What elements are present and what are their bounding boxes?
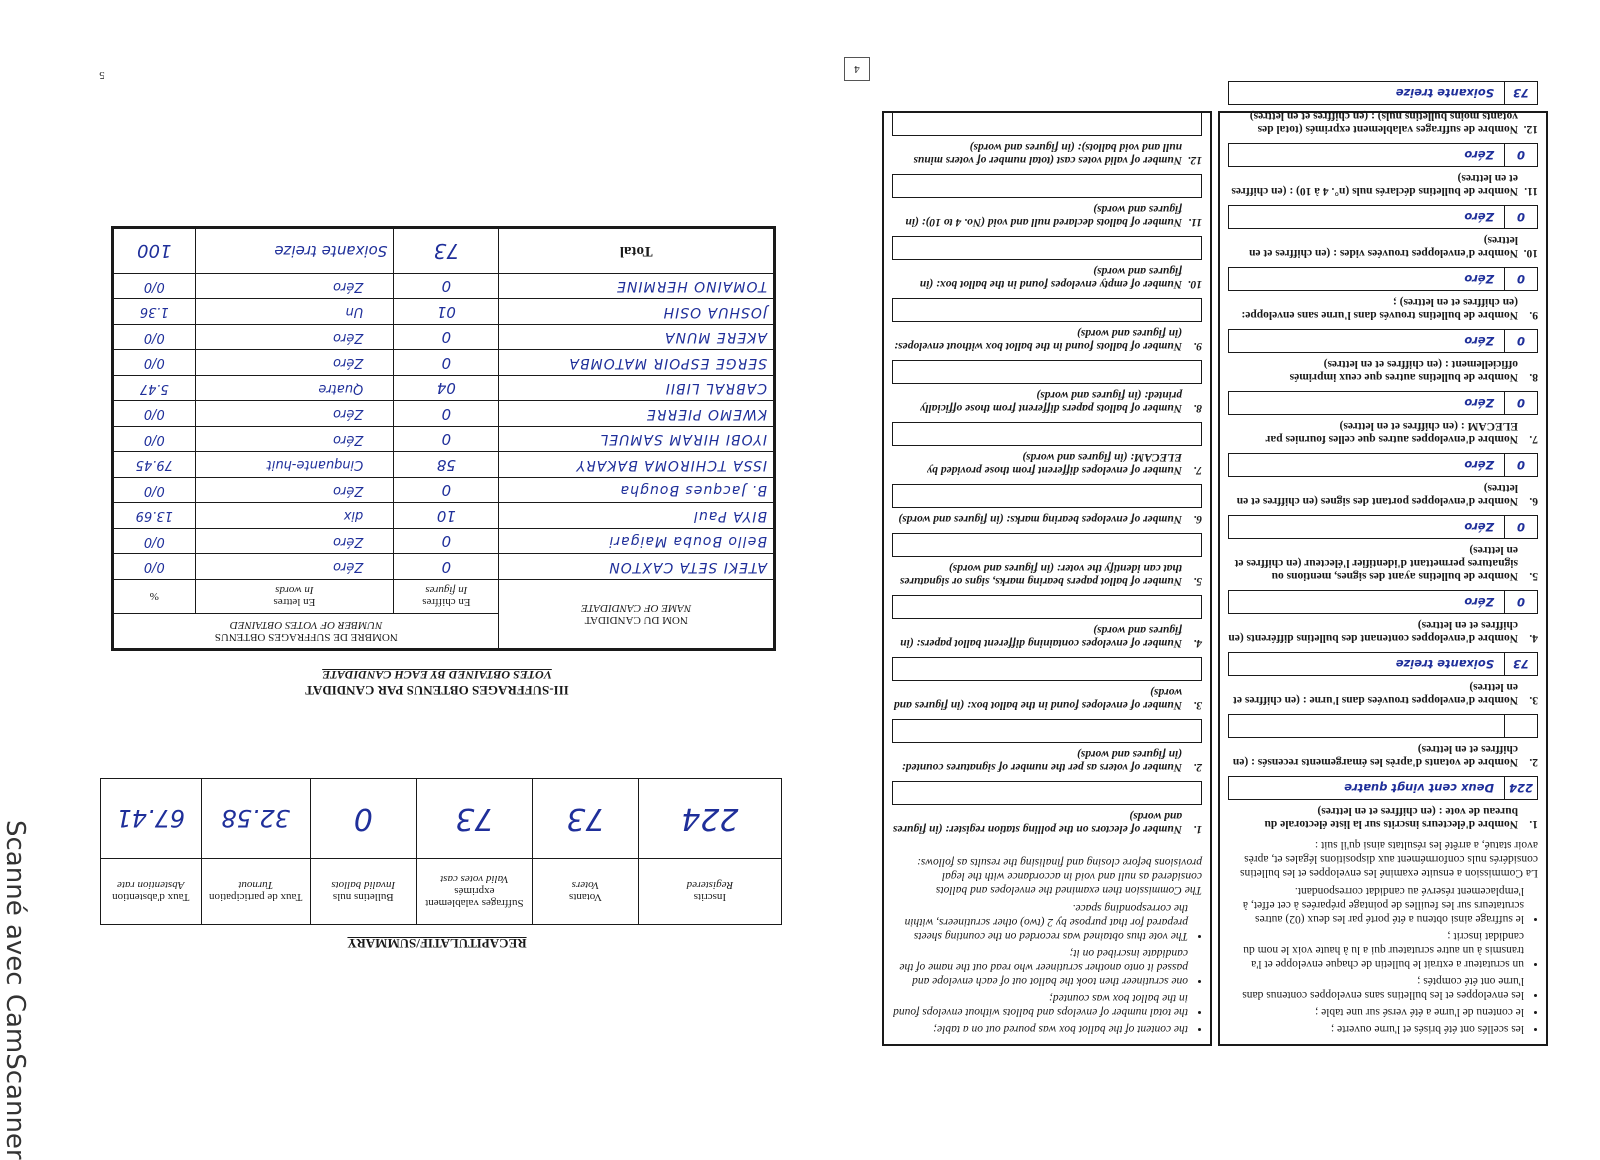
french-column <box>1218 86 1548 1046</box>
fr-item-10: 10. Nombre d'enveloppes trouvées vides : (en chiffres et en lettres) 0 Zéro <box>1228 205 1538 259</box>
fr-item-9: 9. Nombre de bulletins trouvés dans l'urne sans enveloppe: (en chiffres et en lettres) ; 0 Zéro <box>1228 267 1538 321</box>
candidate-votes-figures: 0 <box>394 325 499 351</box>
candidate-votes-percent: 0/0 <box>113 325 196 351</box>
total-figures: 73 <box>394 228 499 274</box>
candidate-votes-percent: 0/0 <box>113 401 196 427</box>
procedure-page <box>856 86 1548 1046</box>
candidate-name: BIYA Paul <box>499 503 775 529</box>
en-item-1: 1. Number of electors on the polling station register: (in figures and words) <box>892 781 1202 835</box>
words-subheader: En lettres In words <box>195 580 394 614</box>
fr-intro-4: • un scrutateur a extrait le bulletin de chaque enveloppe et l'a transmis à un autre scrutateur qui a lu à haute voix le nom du candidat inscrit ; <box>1228 929 1524 971</box>
candidate-row <box>113 350 775 376</box>
candidate-row <box>113 274 775 300</box>
fr-item-7: 7. Nombre d'enveloppes autres que celles fournies par ELECAM : (en chiffres et en lettres) 0 Zéro <box>1228 391 1538 445</box>
page-number-left: 5 <box>99 69 105 81</box>
candidate-votes-words: Cinquante-huit <box>195 452 394 478</box>
candidate-name: TOMAINO HERMINE <box>499 274 775 300</box>
summary-title: RECAPITULATIF/SUMMARY <box>347 936 527 951</box>
en-item-4: 4. Number of envelopes containing different ballot papers: (in figures and words) <box>892 595 1202 649</box>
fr-intro-2: • le contenu de l'urne a été versé sur une table ; <box>1228 1005 1524 1019</box>
fr-item-2: 2. Nombre de votants d'après les émargements recensés : (en chiffres et en lettres) <box>1228 714 1538 768</box>
french-intro-list <box>1228 884 1538 1036</box>
candidate-name: KWEMO PIERRE <box>499 401 775 427</box>
en-item-8: 8. Number of ballots papers different from those officially printed: (in figures and words) <box>892 360 1202 414</box>
figures-subheader: En chiffres In figures <box>394 580 499 614</box>
summary-registered-value: 224 <box>638 779 781 859</box>
fr-item-11: 11. Nombre de bulletins déclarés nuls (n°. 4 à 10) : (en chiffres et en lettres) 0 Zéro <box>1228 143 1538 197</box>
summary-turnout-value: 32.58 <box>201 779 310 859</box>
en-intro-end: The Commission then examined the envelopes and ballots considered as null and void in accordance with the legal provisions before closing and finalising the results as follows: <box>917 856 1202 896</box>
candidate-votes-words: Zéro <box>195 325 394 351</box>
votes-title: III-SUFFRAGES OBTENUS PAR CANDIDAT <box>305 683 569 698</box>
candidate-row <box>113 554 775 580</box>
fr-intro-3: • les enveloppes et les bulletins sans enveloppes contenus dans l'urne ont été comptés ; <box>1228 974 1524 1002</box>
candidate-row <box>113 325 775 351</box>
results-page <box>92 226 782 951</box>
en-item-6: 6. Number of envelopes bearing marks: (in figures and words) <box>892 484 1202 525</box>
en-item-10: 10. Number of empty envelopes found in the ballot box: (in figures and words) <box>892 236 1202 290</box>
candidate-votes-percent: 13.69 <box>113 503 196 529</box>
en-intro-3: • one scrutineer then took the ballot out of each envelope and passed it onto another scrutineer who read out the name of the candidate inscribed on it; <box>892 946 1188 988</box>
candidate-name: Bello Bouba Maigari <box>499 529 775 555</box>
votes-column-header: NOMBRE DE SUFFRAGES OBTENUS NUMBER OF VOTES OBTAINED <box>113 614 499 650</box>
candidate-votes-figures: 0 <box>394 350 499 376</box>
summary-header-registered: Inscrits Registered <box>638 859 781 925</box>
candidate-votes-words: Zéro <box>195 427 394 453</box>
en-item-9: 9. Number of ballots found in the ballot box without envelopes: (in figures and words) <box>892 298 1202 352</box>
en-item-12: 12. Number of valid votes cast (total number of voters minus null and void ballots): (in figures and words) <box>892 112 1202 166</box>
candidate-row <box>113 529 775 555</box>
summary-abstention-value: 67.41 <box>101 779 202 859</box>
candidate-votes-percent: 0/0 <box>113 554 196 580</box>
candidate-votes-figures: 0 <box>394 401 499 427</box>
english-intro-list <box>892 901 1202 1036</box>
candidate-votes-figures: 58 <box>394 452 499 478</box>
candidate-votes-figures: 10 <box>394 503 499 529</box>
summary-header-valid: Suffrages valablement exprimés Valid votes cast <box>416 859 532 925</box>
candidate-votes-figures: 0 <box>394 274 499 300</box>
candidate-row <box>113 299 775 325</box>
candidate-votes-words: Zéro <box>195 350 394 376</box>
camscanner-watermark: Scanné avec CamScanner <box>0 820 30 1160</box>
total-percent: 100 <box>113 228 196 274</box>
en-item-11: 11. Number of ballots declared null and void (No. 4 to 10): (in figures and words) <box>892 174 1202 228</box>
fr-item-5: 5. Nombre de bulletins ayant des signes, mentions ou signatures permettant d'identifier l'électeur (en chiffres et en lettres) 0 Zéro <box>1228 515 1538 582</box>
fr-intro-end: La Commission a ensuite examiné les enveloppes et les bulletins considérés nuls conformément aux dispositions légales et, après avoir statué, a arrêté les résultats ainsi qu'il suit : <box>1240 839 1538 879</box>
fr-items <box>1228 81 1538 830</box>
summary-header-abstention: Taux d'abstention Abstention rate <box>101 859 202 925</box>
fr-intro-5: • le suffrage ainsi obtenu a été porté par les deux (02) autres scrutateurs sur les feuilles de pointage préparées à cet effet, à l'emplacement réservé au candidat correspondant. <box>1228 884 1524 926</box>
fr-item-12: 12. Nombre de suffrages valablement exprimés (total des votants moins bulletins nuls) : (en chiffres et en lettres) 73 Soixante treize <box>1228 81 1538 135</box>
candidate-name: CABRAL LIBII <box>499 376 775 402</box>
candidate-name: ISSA TCHIROMA BAKARY <box>499 452 775 478</box>
summary-invalid-value: 0 <box>310 779 416 859</box>
fr-intro-1: • les scellés ont été brisés et l'urne ouverte ; <box>1228 1022 1524 1036</box>
candidate-row <box>113 452 775 478</box>
en-intro-4: • The vote thus obtained was recorded on the counting sheets prepared for that purpose by 2 (two) other scrutineers, within the corresponding space. <box>892 901 1188 943</box>
candidate-votes-words: Zéro <box>195 274 394 300</box>
percent-subheader: % <box>113 580 196 614</box>
summary-table <box>100 778 782 925</box>
candidate-votes-figures: 01 <box>394 299 499 325</box>
votes-table <box>111 226 776 651</box>
fr-item-1: 1. Nombre d'électeurs inscrits sur la liste électorale du bureau de vote : (en chiffres et en lettres) 224 Deux cent vingt quatre <box>1228 776 1538 830</box>
en-intro-2: • the total number of envelops and ballots without envelops found in the ballot box was counted; <box>892 991 1188 1019</box>
candidate-votes-figures: 0 <box>394 478 499 504</box>
en-item-3: 3. Number of envelopes found in the ballot box: (in figures and words) <box>892 657 1202 711</box>
fr-item-6: 6. Nombre d'enveloppes portant des signes (en chiffres et en lettres) 0 Zéro <box>1228 453 1538 507</box>
en-intro-1: • the content of the ballot box was poured out on a table; <box>892 1022 1188 1036</box>
summary-header-voters: Votants Voters <box>533 859 639 925</box>
candidate-votes-percent: 5.47 <box>113 376 196 402</box>
english-column <box>882 111 1212 1046</box>
candidate-votes-words: Un <box>195 299 394 325</box>
summary-valid-value: 73 <box>416 779 532 859</box>
en-item-5: 5. Number of ballot papers bearing marks, signs or signatures that can identify the voter: (in figures and words) <box>892 533 1202 587</box>
candidate-votes-words: Zéro <box>195 554 394 580</box>
candidate-name: SERGE ESPOIR MATOMBA <box>499 350 775 376</box>
candidate-name: JOSHUA OSIH <box>499 299 775 325</box>
candidate-votes-figures: 04 <box>394 376 499 402</box>
candidate-votes-percent: 0/0 <box>113 478 196 504</box>
candidate-votes-figures: 0 <box>394 427 499 453</box>
fr-item-8: 8. Nombre de bulletins autres que ceux imprimés officiellement : (en chiffres et en lettres) 0 Zéro <box>1228 329 1538 383</box>
candidate-column-header: NOM DU CANDIDAT NAME OF CANDIDATE <box>499 580 775 650</box>
candidate-votes-figures: 0 <box>394 554 499 580</box>
total-label: Total <box>499 228 775 274</box>
candidate-votes-words: Zéro <box>195 529 394 555</box>
candidate-row <box>113 401 775 427</box>
summary-voters-value: 73 <box>533 779 639 859</box>
candidate-votes-percent: 79.45 <box>113 452 196 478</box>
candidate-name: ATEKI SETA CAXTON <box>499 554 775 580</box>
candidate-name: AKERE MUNA <box>499 325 775 351</box>
summary-header-turnout: Taux de participation Turnout <box>201 859 310 925</box>
en-item-7: 7. Number of envelopes different from those provided by ELECAM: (in figures and words) <box>892 422 1202 476</box>
en-item-2: 2. Number of voters as per the number of signatures counted: (in figures and words) <box>892 719 1202 773</box>
candidate-votes-words: dix <box>195 503 394 529</box>
candidate-votes-figures: 0 <box>394 529 499 555</box>
candidate-votes-percent: 0/0 <box>113 350 196 376</box>
candidate-name: B. Jacques Bougha <box>499 478 775 504</box>
candidate-votes-percent: 0/0 <box>113 274 196 300</box>
fr-item-4: 4. Nombre d'enveloppes contenant des bulletins différents (en chiffres et en lettres) 0 Zéro <box>1228 590 1538 644</box>
candidate-votes-words: Quatre <box>195 376 394 402</box>
candidate-row <box>113 376 775 402</box>
candidate-row <box>113 503 775 529</box>
vote-rows <box>113 274 775 580</box>
candidate-votes-percent: 0/0 <box>113 529 196 555</box>
candidate-name: IYOBI HIRAM SAMUEL <box>499 427 775 453</box>
candidate-row <box>113 427 775 453</box>
candidate-votes-percent: 1.36 <box>113 299 196 325</box>
total-words: Soixante treize <box>195 228 394 274</box>
candidate-row <box>113 478 775 504</box>
en-items <box>892 112 1202 835</box>
candidate-votes-percent: 0/0 <box>113 427 196 453</box>
candidate-votes-words: Zéro <box>195 401 394 427</box>
votes-subtitle: VOTES OBTAINED BY EACH CANDIDATE <box>322 668 552 682</box>
page-number-right: 4 <box>844 57 870 81</box>
summary-header-invalid: Bulletins nuls Invalid ballots <box>310 859 416 925</box>
fr-item-3: 3. Nombre d'enveloppes trouvées dans l'urne : (en chiffres et en lettres) 73 Soixante treize <box>1228 652 1538 706</box>
candidate-votes-words: Zéro <box>195 478 394 504</box>
